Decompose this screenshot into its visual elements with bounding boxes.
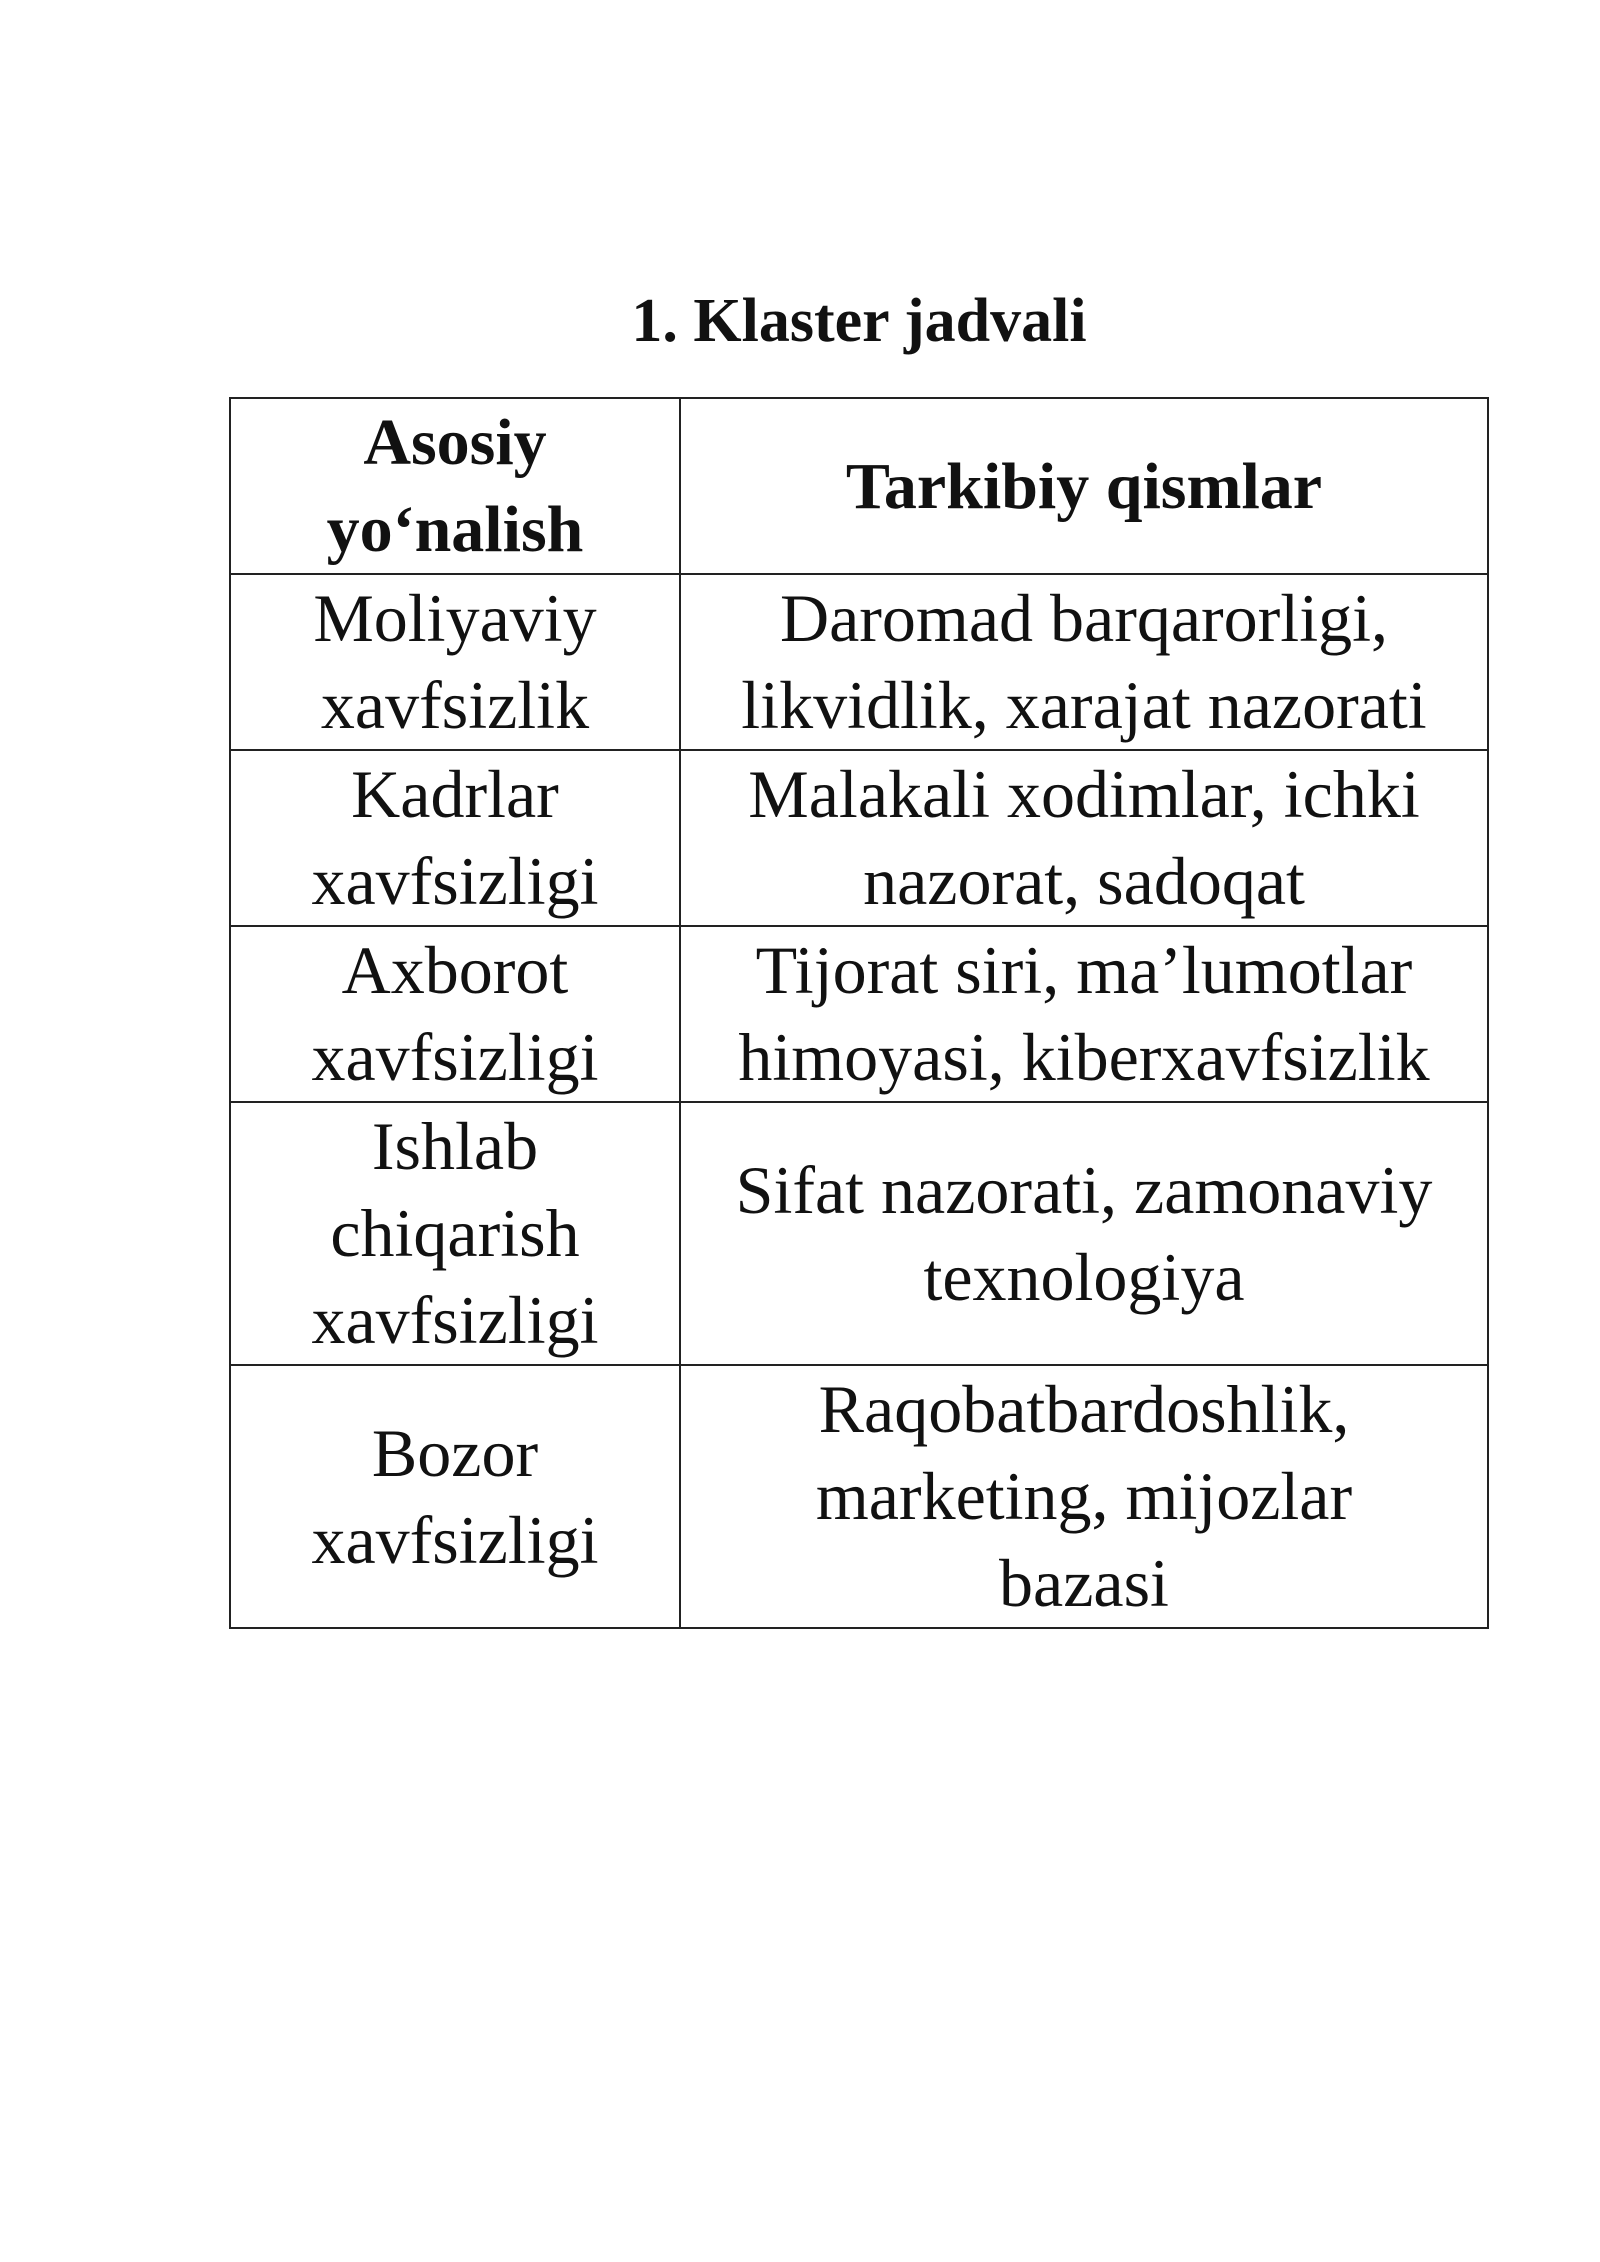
header-components: Tarkibiy qismlar — [680, 398, 1488, 574]
cell-components: Sifat nazorati, zamonaviy texnologiya — [680, 1102, 1488, 1365]
cell-components: Daromad barqarorligi, likvidlik, xarajat nazorati — [680, 574, 1488, 750]
table-row — [230, 574, 1488, 750]
cluster-table — [229, 397, 1489, 1629]
cell-components: Tijorat siri, ma’lumotlar himoyasi, kiberxavfsizlik — [680, 926, 1488, 1102]
table-header-row — [230, 398, 1488, 574]
header-main-direction: Asosiy yo‘nalish — [230, 398, 680, 574]
table-row — [230, 1102, 1488, 1365]
table-row — [230, 750, 1488, 926]
cell-direction: Bozor xavfsizligi — [230, 1365, 680, 1628]
table-row — [230, 926, 1488, 1102]
cell-direction: Moliyaviy xavfsizlik — [230, 574, 680, 750]
cell-direction: Kadrlar xavfsizligi — [230, 750, 680, 926]
cell-components: Raqobatbardoshlik, marketing, mijozlar bazasi — [680, 1365, 1488, 1628]
table-row — [230, 1365, 1488, 1628]
cell-direction: Axborot xavfsizligi — [230, 926, 680, 1102]
page-title: 1. Klaster jadvali — [631, 287, 1087, 355]
cell-direction: Ishlab chiqarish xavfsizligi — [230, 1102, 680, 1365]
cell-components: Malakali xodimlar, ichki nazorat, sadoqat — [680, 750, 1488, 926]
